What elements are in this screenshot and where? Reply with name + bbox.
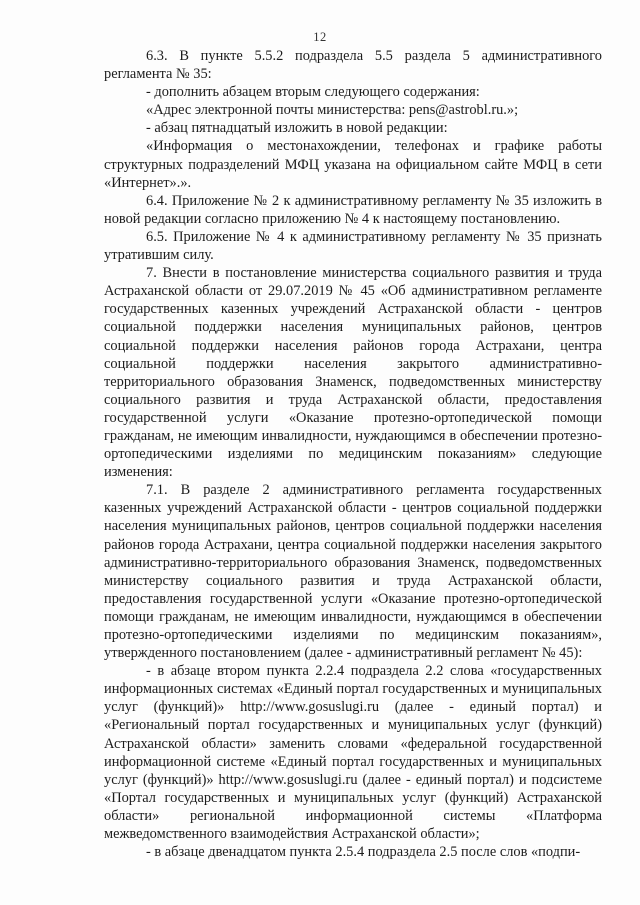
document-body [104,47,602,861]
paragraph-2-5-4: - в абзаце двенадцатом пункта 2.5.4 подраздела 2.5 после слов «подпи- [146,844,581,861]
paragraph-abzac-15: - абзац пятнадцатый изложить в новой редакции: [146,120,448,137]
paragraph-6-3: 6.3. В пункте 5.5.2 подраздела 5.5 раздела 5 административного регламента № 35: [104,48,602,83]
paragraph-7: 7. Внести в постановление министерства социального развития и труда Астраханской области от 29.07.2019 № 45 «Об административном регламенте государственных казенных учреждений Астраханской области - центров социальной поддержки населения муниципальных районов, центров социальной поддержки населения районов города Астрахани, центра социальной поддержки населения закрытого административно-территориального образования Знаменск, подведомственных министерству социального развития и труда Астраханской области, предоставления государственной услуги «Оказание протезно-ортопедической помощи гражданам, не имеющим инвалидности, нуждающимся в обеспечении протезно-ортопедическими изделиями по медицинским показаниям» следующие изменения: [104,265,602,481]
paragraph-email-quote: «Адрес электронной почты министерства: pens@astrobl.ru.»; [146,102,519,119]
paragraph-2-2-4: - в абзаце втором пункта 2.2.4 подраздела 2.2 слова «государственных информационных системах «Единый портал государственных и муниципальных услуг (функций)» http://www.gosuslugi.ru (далее - единый портал) и «Региональный портал государственных и муниципальных услуг (функций) Астраханской области» заменить словами «федеральной государственной информационной системе «Единый портал государственных и муниципальных услуг (функций)» http://www.gosuslugi.ru (далее - единый портал) и подсистеме «Портал государственных и муниципальных услуг (функций) Астраханской области» региональной информационной системы «Платформа межведомственного взаимодействия Астраханской области»; [104,663,602,843]
paragraph-6-4: 6.4. Приложение № 2 к административному регламенту № 35 изложить в новой редакции согласно приложению № 4 к настоящему постановлению. [104,192,602,227]
paragraph-mfc-quote: «Информация о местонахождении, телефонах и графике работы структурных подразделений МФЦ указана на официальном сайте МФЦ в сети «Интернет».». [104,138,602,191]
page-number: 12 [313,30,327,44]
paragraph-6-5: 6.5. Приложение № 4 к административному регламенту № 35 признать утратившим силу. [104,228,602,264]
paragraph-7-1: 7.1. В разделе 2 административного регламента государственных казенных учреждений Астраханской области - центров социальной поддержки населения муниципальных районов, центров социальной поддержки населения районов города Астрахани, центра социальной поддержки населения закрытого административно-территориального образования Знаменск, подведомственных министерству социального развития и труда Астраханской области, предоставления государственной услуги «Оказание протезно-ортопедической помощи гражданам, не имеющим инвалидности, нуждающимся в обеспечении протезно-ортопедическими изделиями по медицинским показаниям», утвержденного постановлением (далее - административный регламент № 45): [104,482,602,662]
paragraph-add-abzac: - дополнить абзацем вторым следующего содержания: [146,84,480,101]
